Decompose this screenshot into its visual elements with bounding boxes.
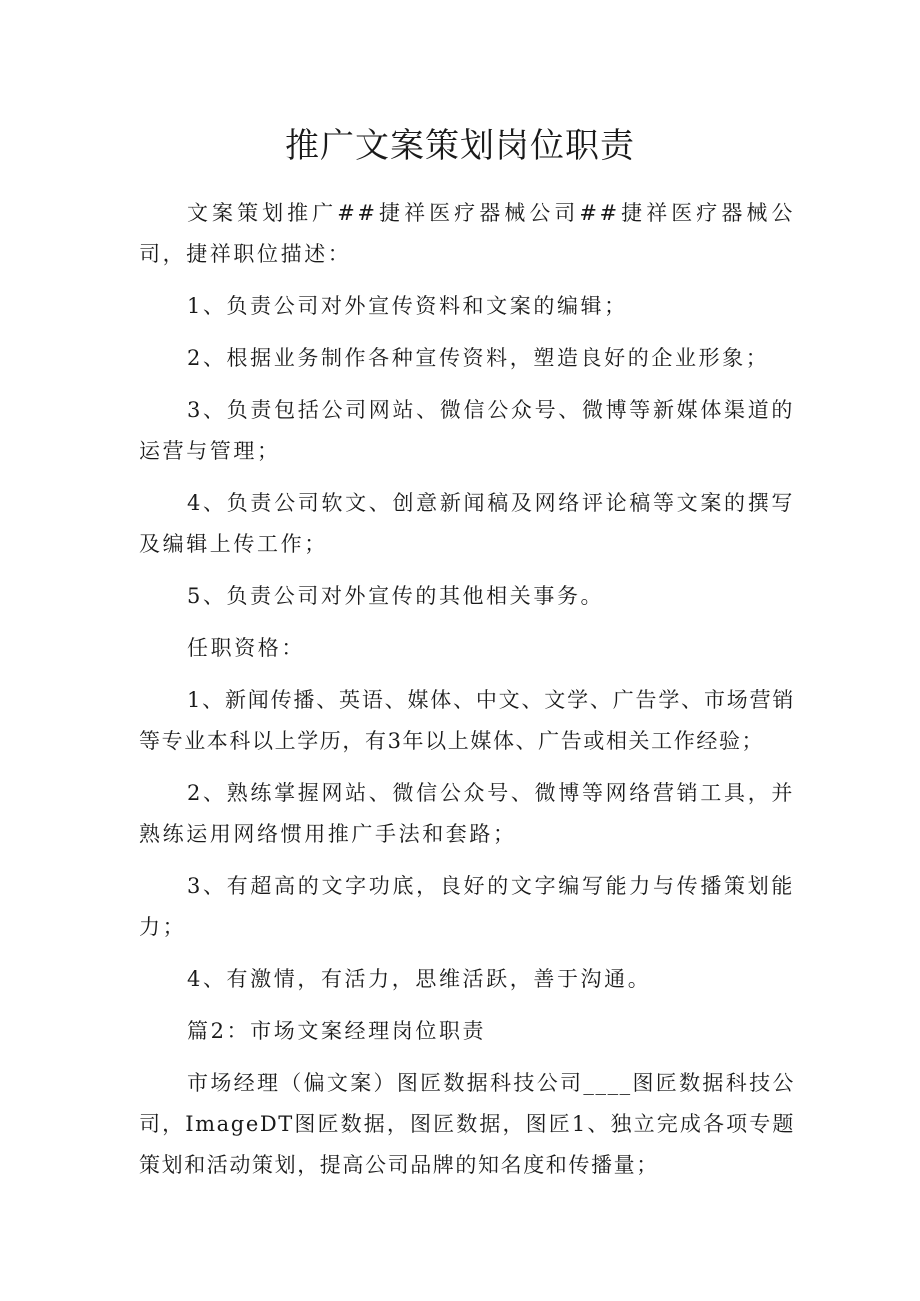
section-2-paragraph: 市场经理（偏文案）图匠数据科技公司____图匠数据科技公司，ImageDT图匠数据，图匠数据，图匠1、独立完成各项专题策划和活动策划，提高公司品牌的知名度和传播量； [139,1071,795,1177]
duty-item-1: 1、负责公司对外宣传资料和文案的编辑； [187,294,628,318]
duty-item-5: 5、负责公司对外宣传的其他相关事务。 [187,584,605,608]
duty-item-2: 2、根据业务制作各种宣传资料，塑造良好的企业形象； [187,346,770,370]
qualification-item-1: 1、新闻传播、英语、媒体、中文、文学、广告学、市场营销等专业本科以上学历，有3年以上媒体、广告或相关工作经验； [139,688,795,753]
document-body [139,193,795,1197]
section-2-heading: 篇2：市场文案经理岗位职责 [187,1019,487,1043]
document-title: 推广文案策划岗位职责 [285,126,635,166]
duty-item-4: 4、负责公司软文、创意新闻稿及网络评论稿等文案的撰写及编辑上传工作； [139,491,795,556]
qualification-item-4: 4、有激情，有活力，思维活跃，善于沟通。 [187,967,652,991]
duty-item-3: 3、负责包括公司网站、微信公众号、微博等新媒体渠道的运营与管理； [139,398,795,463]
qualification-item-3: 3、有超高的文字功底，良好的文字编写能力与传播策划能力； [139,874,795,939]
intro-paragraph: 文案策划推广##捷祥医疗器械公司##捷祥医疗器械公司，捷祥职位描述： [139,201,795,266]
qualification-item-2: 2、熟练掌握网站、微信公众号、微博等网络营销工具，并熟练运用网络惯用推广手法和套路； [139,781,795,846]
qualifications-heading: 任职资格： [187,636,305,660]
